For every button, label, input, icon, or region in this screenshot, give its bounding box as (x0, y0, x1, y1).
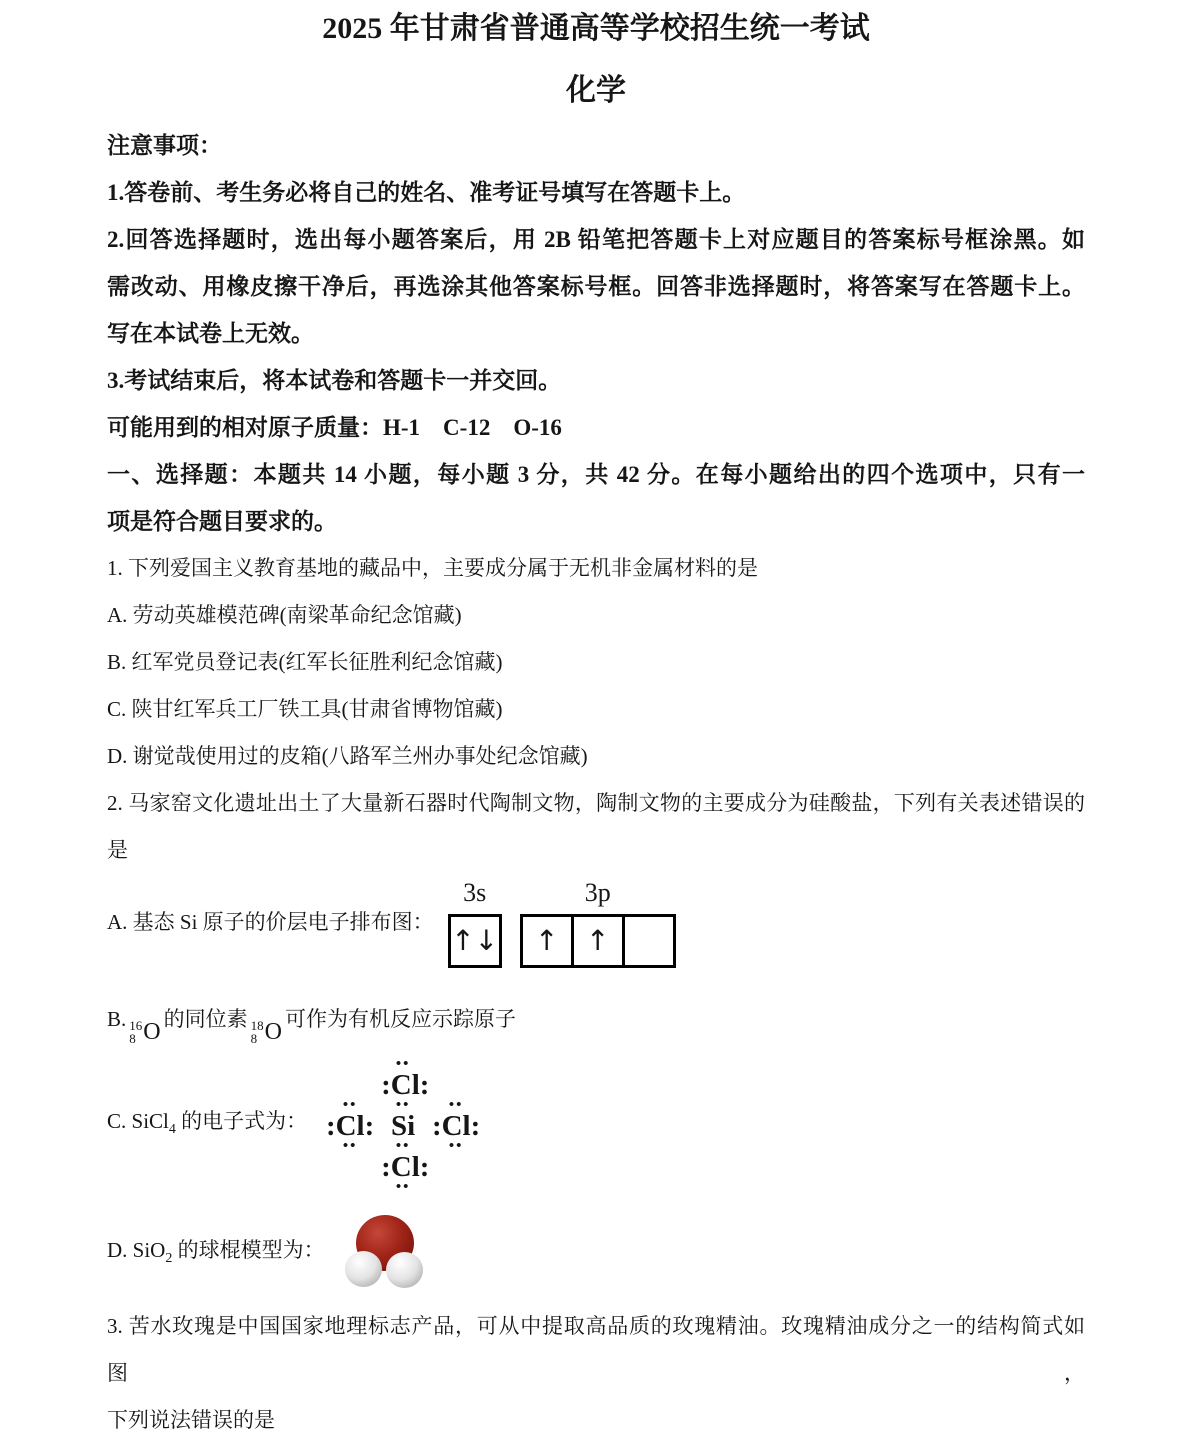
3s-electron-arrows: ↑↓ (451, 924, 499, 957)
isotope-1-symbol: O (143, 1019, 161, 1045)
left-chlorine: :Cl: (325, 1110, 375, 1142)
orbital-diagram (448, 876, 676, 968)
q1-stem: 1. 下列爱国主义教育基地的藏品中，主要成分属于无机非金属材料的是 (107, 556, 758, 580)
q2-stem-line-2: 是 (107, 838, 128, 862)
q1-option-d: D. 谢觉哉使用过的皮箱(八路军兰州办事处纪念馆藏) (107, 744, 588, 768)
lone-pair-dots: •• (395, 1179, 411, 1195)
notices-heading: 注意事项： (107, 133, 222, 158)
q2-option-d-text: D. SiO$_2$ 的球棍模型为： (107, 1238, 325, 1267)
orbital-3p-box-3 (622, 914, 676, 968)
isotope-1-z: 8 (129, 1031, 136, 1046)
q2-option-c-text: C. SiCl$_4$ 的电子式为： (107, 1109, 308, 1138)
q2-option-b-mid: 的同位素 (163, 1007, 248, 1031)
lone-pair-dots: •• (342, 1138, 358, 1154)
lone-pair-dots: •• (448, 1097, 464, 1113)
orbital-3p-box-1 (520, 914, 574, 968)
orbital-3p-box-2 (571, 914, 625, 968)
lone-pair-dots: •• (448, 1138, 464, 1154)
lewis-structure-sicl4 (319, 1056, 487, 1195)
section-1-heading-line-2: 项是符合题目要求的。 (107, 509, 337, 534)
q2-stem-line-1: 2. 马家窑文化遗址出土了大量新石器时代陶制文物，陶制文物的主要成分为硅酸盐，下列有关表述错误的 (107, 791, 1085, 815)
orbital-3p-group (520, 914, 676, 968)
isotope-2-mass: 18 (250, 1018, 264, 1033)
sio2-ball-model-image (345, 1215, 427, 1295)
q3-stem-line-2: 下列说法错误的是 (107, 1408, 275, 1432)
atomic-masses-note: 可能用到的相对原子质量：H-1 C-12 O-16 (107, 415, 562, 440)
lone-pair-dots: •• (395, 1056, 411, 1072)
q2-option-a-text: A. 基态 Si 原子的价层电子排布图： (107, 909, 434, 934)
orbital-boxes (448, 914, 676, 968)
page-title: 2025 年甘肃省普通高等学校招生统一考试 (322, 12, 870, 45)
isotope-2-symbol: O (264, 1019, 282, 1045)
q1-option-c: C. 陕甘红军兵工厂铁工具(甘肃省博物馆藏) (107, 697, 503, 721)
3p2-electron-arrow: ↑ (585, 924, 610, 957)
q2-option-d (107, 1215, 1085, 1295)
isotope-1-mass: 16 (129, 1018, 143, 1033)
q2-option-b (107, 996, 1085, 1045)
orbital-3p-label: 3p (584, 878, 611, 907)
notice-item-3: 3.考试结束后，将本试卷和答题卡一并交回。 (107, 368, 562, 393)
small-white-sphere-left (345, 1251, 382, 1287)
section-1-heading-line-1: 一、选择题：本题共 14 小题，每小题 3 分，共 42 分。在每小题给出的四个选项中，只有一 (107, 462, 1085, 487)
notice-item-2-line-1: 2.回答选择题时，选出每小题答案后，用 2B 铅笔把答题卡上对应题目的答案标号框涂黑。如 (107, 227, 1085, 252)
right-chlorine: :Cl: (431, 1110, 481, 1142)
notice-item-2-line-3: 写在本试卷上无效。 (107, 321, 314, 346)
bottom-chlorine: :Cl: (381, 1151, 430, 1183)
small-white-sphere-right (386, 1252, 423, 1288)
bond-pair-dots: •• (395, 1138, 411, 1154)
3p1-electron-arrow: ↑ (534, 924, 559, 957)
isotope-18-8-O (251, 1019, 282, 1045)
q1-option-a: A. 劳动英雄模范碑(南梁革命纪念馆藏) (107, 603, 462, 627)
q3-stem-line-1: 3. 苦水玫瑰是中国国家地理标志产品，可从中提取高品质的玫瑰精油。玫瑰精油成分之一的结构简式如图， (107, 1314, 1085, 1385)
q1-option-b: B. 红军党员登记表(红军长征胜利纪念馆藏) (107, 650, 503, 674)
bond-pair-dots: •• (395, 1097, 411, 1113)
central-silicon: Si (391, 1110, 416, 1142)
orbital-labels (448, 876, 676, 914)
isotope-2-numbers (251, 1019, 264, 1045)
orbital-3s-label: 3s (463, 878, 487, 907)
isotope-1-numbers (129, 1019, 142, 1045)
q2-option-b-tail: 可作为有机反应示踪原子 (284, 1007, 516, 1031)
q2-option-b-label: B. (107, 1007, 127, 1031)
isotope-16-8-O (129, 1019, 160, 1045)
subject-title: 化学 (566, 74, 626, 107)
lone-pair-dots: •• (342, 1097, 358, 1113)
top-chlorine: :Cl: (381, 1069, 430, 1101)
orbital-3s-box (448, 914, 502, 968)
notice-item-1: 1.答卷前、考生务必将自己的姓名、准考证号填写在答题卡上。 (107, 180, 746, 205)
notice-item-2-line-2: 需改动、用橡皮擦干净后，再选涂其他答案标号框。回答非选择题时，将答案写在答题卡上。 (107, 274, 1085, 299)
q2-option-c (107, 1056, 1085, 1195)
q2-option-a (107, 876, 1085, 968)
isotope-2-z: 8 (250, 1031, 258, 1046)
